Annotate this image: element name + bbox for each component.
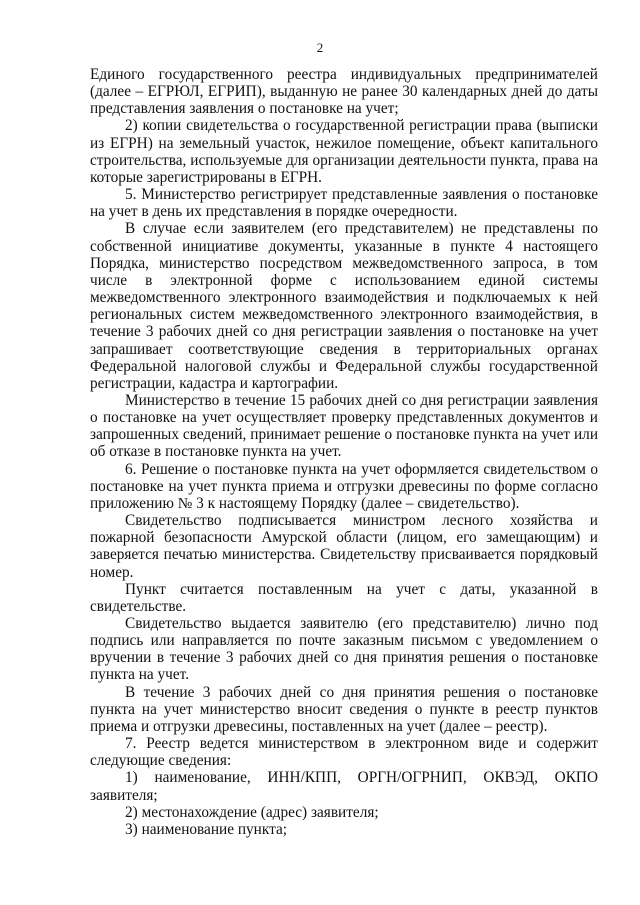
paragraph: 1) наименование, ИНН/КПП, ОРГН/ОГРНИП, ОКВЭД, ОКПО заявителя; — [90, 769, 598, 804]
paragraph: Министерство в течение 15 рабочих дней со дня регистрации заявления о постановке на учет осуществляет проверку представленных документов и запрошенных сведений, принимает решение о постановке пункта на учет или об отказе в постановке пункта на учет. — [90, 391, 598, 461]
paragraph: В течение 3 рабочих дней со дня принятия решения о постановке пункта на учет министерство вносит сведения о пункте в реестр пунктов приема и отгрузки древесины, поставленных на учет (далее – реестр). — [90, 683, 598, 735]
paragraph: В случае если заявителем (его представителем) не представлены по собственной инициативе документы, указанные в пункте 4 настоящего Порядка, министерство посредством межведомственного запроса, в том числе в электронной форме с использованием единой системы межведомственного электронного взаимодействия и подключаемых к ней региональных систем межведомственного электронного взаимодействия, в течение 3 рабочих дней со дня регистрации заявления о постановке на учет запрашивает соответствующие сведения в территориальных органах Федеральной налоговой службы и Федеральной службы государственной регистрации, кадастра и картографии. — [90, 220, 598, 392]
paragraph: 6. Решение о постановке пункта на учет оформляется свидетельством о постановке на учет пункта приема и отгрузки древесины по форме согласно приложению № 3 к настоящему Порядку (далее – свидетельство). — [90, 460, 598, 512]
page-number: 2 — [316, 40, 324, 55]
paragraph: 3) наименование пункта; — [125, 820, 287, 838]
paragraph: Пункт считается поставленным на учет с даты, указанной в свидетельстве. — [90, 580, 598, 615]
paragraph: Свидетельство выдается заявителю (его представителю) лично под подпись или направляется по почте заказным письмом с уведомлением о вручении в течение 3 рабочих дней со дня принятия решения о постановке пункта на учет. — [90, 615, 598, 684]
paragraph: 5. Министерство регистрирует представленные заявления о постановке на учет в день их представления в порядке очередности. — [90, 186, 598, 221]
paragraph: 7. Реестр ведется министерством в электронном виде и содержит следующие сведения: — [90, 735, 598, 770]
document-body — [90, 66, 598, 838]
paragraph: 2) местонахождение (адрес) заявителя; — [125, 803, 379, 821]
paragraph: Единого государственного реестра индивидуальных предпринимателей (далее – ЕГРЮЛ, ЕГРИП), выданную не ранее 30 календарных дней до даты представления заявления о постановке на учет; — [90, 66, 598, 118]
paragraph: Свидетельство подписывается министром лесного хозяйства и пожарной безопасности Амурской области (лицом, его замещающим) и заверяется печатью министерства. Свидетельству присваивается порядковый номер. — [90, 512, 598, 581]
paragraph: 2) копии свидетельства о государственной регистрации права (выписки из ЕГРН) на земельный участок, нежилое помещение, объект капитального строительства, используемые для организации деятельности пункта, права на которые зарегистрированы в ЕГРН. — [90, 117, 598, 186]
